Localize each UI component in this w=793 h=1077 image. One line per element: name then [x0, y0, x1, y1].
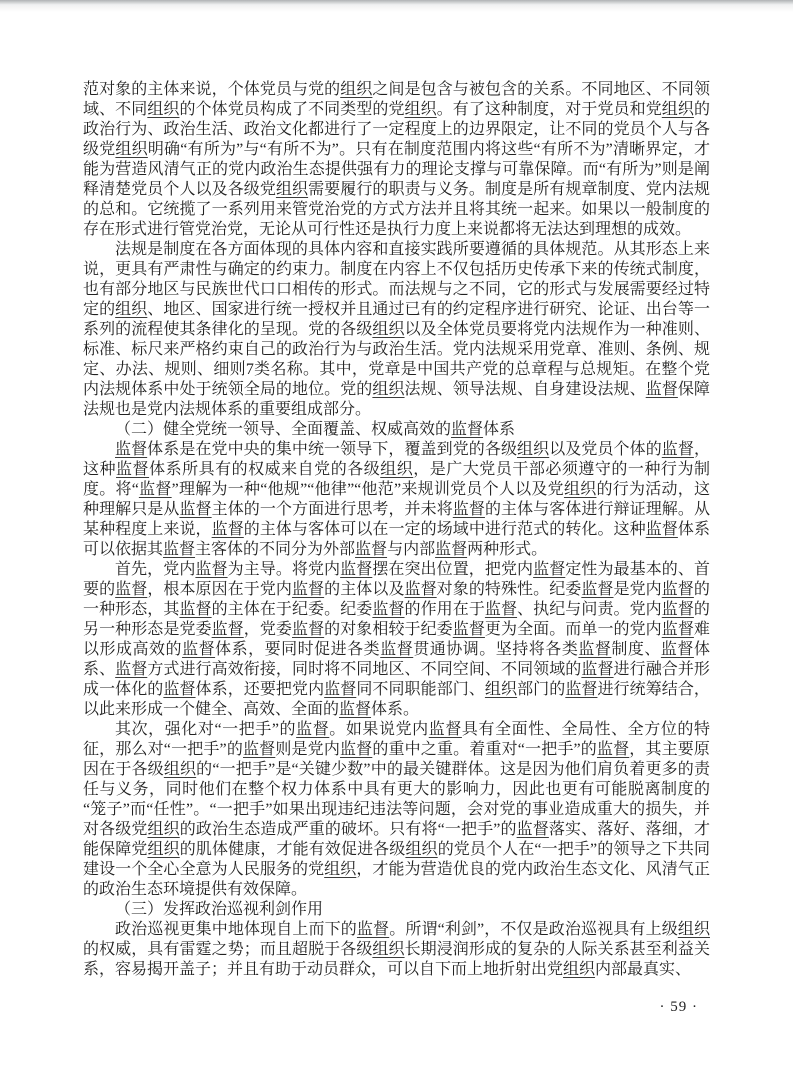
page-number: · 59 · [659, 999, 698, 1015]
continuation-paragraph: 范对象的主体来说，个体党员与党的组织之间是包含与被包含的关系。不同地区、不同领域、不同组织的个体党员构成了不同类型的党组织。有了这种制度，对于党员和党组织的政治行为、政治生活、政治文化都进行了一定程度上的边界限定，让不同的党员个人与各级党组织明确“有所为”与“有所不为”。只有在制度范围内将这些“有所不为”清晰界定，才能为营造风清气正的党内政治生态提供强有力的理论支撑与可靠保障。而“有所为”则是阐释清楚党员个人以及各级党组织需要履行的职责与义务。制度是所有规章制度、党内法规的总和。它统揽了一系列用来管党治党的方式方法并且将其统一起来。如果以一般制度的存在形式进行管党治党，无论从可行性还是执行力度上来说都将无法达到理想的成效。 [83, 81, 710, 238]
scan-edge-shadow [0, 0, 793, 12]
section-heading-3: （三）发挥政治巡视利剑作用 [115, 901, 324, 918]
body-paragraph: 法规是制度在各方面体现的具体内容和直接实践所要遵循的具体规范。从其形态上来说，更具有严肃性与确定的约束力。制度在内容上不仅包括历史传承下来的传统式制度，也有部分地区与民族世代口口相传的形式。而法规与之不同，它的形式与发展需要经过特定的组织、地区、国家进行统一授权并且通过已有的约定程序进行研究、论证、出台等一系列的流程使其条律化的呈现。党的各级组织以及全体党员要将党内法规作为一种准则、标准、标尺来严格约束自己的政治行为与政治生活。党内法规采用党章、准则、条例、规定、办法、规则、细则7类名称。其中，党章是中国共产党的总章程与总规矩。在整个党内法规体系中处于统领全局的地位。党的组织法规、领导法规、自身建设法规、监督保障法规也是党内法规体系的重要组成部分。 [83, 241, 710, 418]
section-heading-2: （二）健全党统一领导、全面覆盖、权威高效的监督体系 [115, 421, 516, 438]
body-paragraph: 其次，强化对“一把手”的监督。如果说党内监督具有全面性、全局性、全方位的特征，那么对“一把手”的监督则是党内监督的重中之重。着重对“一把手”的监督，其主要原因在于各级组织的“一把手”是“关键少数”中的最关键群体。这是因为他们肩负着更多的责任与义务，同时他们在整个权力体系中具有更大的影响力，因此也更有可能脱离制度的“笼子”而“任性”。“一把手”如果出现违纪违法等问题，会对党的事业造成重大的损失，并对各级党组织的政治生态造成严重的破坏。只有将“一把手”的监督落实、落好、落细，才能保障党组织的肌体健康，才能有效促进各级组织的党员个人在“一把手”的领导之下共同建设一个全心全意为人民服务的党组织，才能为营造优良的党内政治生态文化、风清气正的政治生态环境提供有效保障。 [83, 721, 710, 898]
text-block [83, 80, 710, 980]
body-paragraph: 政治巡视更集中地体现自上而下的监督。所谓“利剑”，不仅是政治巡视具有上级组织的权威，具有雷霆之势；而且超脱于各级组织长期浸润形成的复杂的人际关系甚至利益关系，容易揭开盖子；并且有助于动员群众，可以自下而上地折射出党组织内部最真实、 [83, 921, 710, 978]
body-paragraph: 监督体系是在党中央的集中统一领导下，覆盖到党的各级组织以及党员个体的监督，这种监督体系所具有的权威来自党的各级组织，是广大党员干部必须遵守的一种行为制度。将“监督”理解为一种“他规”“他律”“他范”来规训党员个人以及党组织的行为活动，这种理解只是从监督主体的一个方面进行思考，并未将监督的主体与客体进行辩证理解。从某种程度上来说，监督的主体与客体可以在一定的场域中进行范式的转化。这种监督体系可以依据其监督主客体的不同分为外部监督与内部监督两种形式。 [83, 441, 710, 558]
body-paragraph: 首先，党内监督为主导。将党内监督摆在突出位置，把党内监督定性为最基本的、首要的监督，根本原因在于党内监督的主体以及监督对象的特殊性。纪委监督是党内监督的一种形态，其监督的主体在于纪委。纪委监督的作用在于监督、执纪与问责。党内监督的另一种形态是党委监督，党委监督的对象相较于纪委监督更为全面。而单一的党内监督难以形成高效的监督体系，要同时促进各类监督贯通协调。坚持将各类监督制度、监督体系、监督方式进行高效衔接，同时将不同地区、不同空间、不同领域的监督进行融合并形成一体化的监督体系，还要把党内监督同不同职能部门、组织部门的监督进行统筹结合，以此来形成一个健全、高效、全面的监督体系。 [83, 561, 710, 718]
